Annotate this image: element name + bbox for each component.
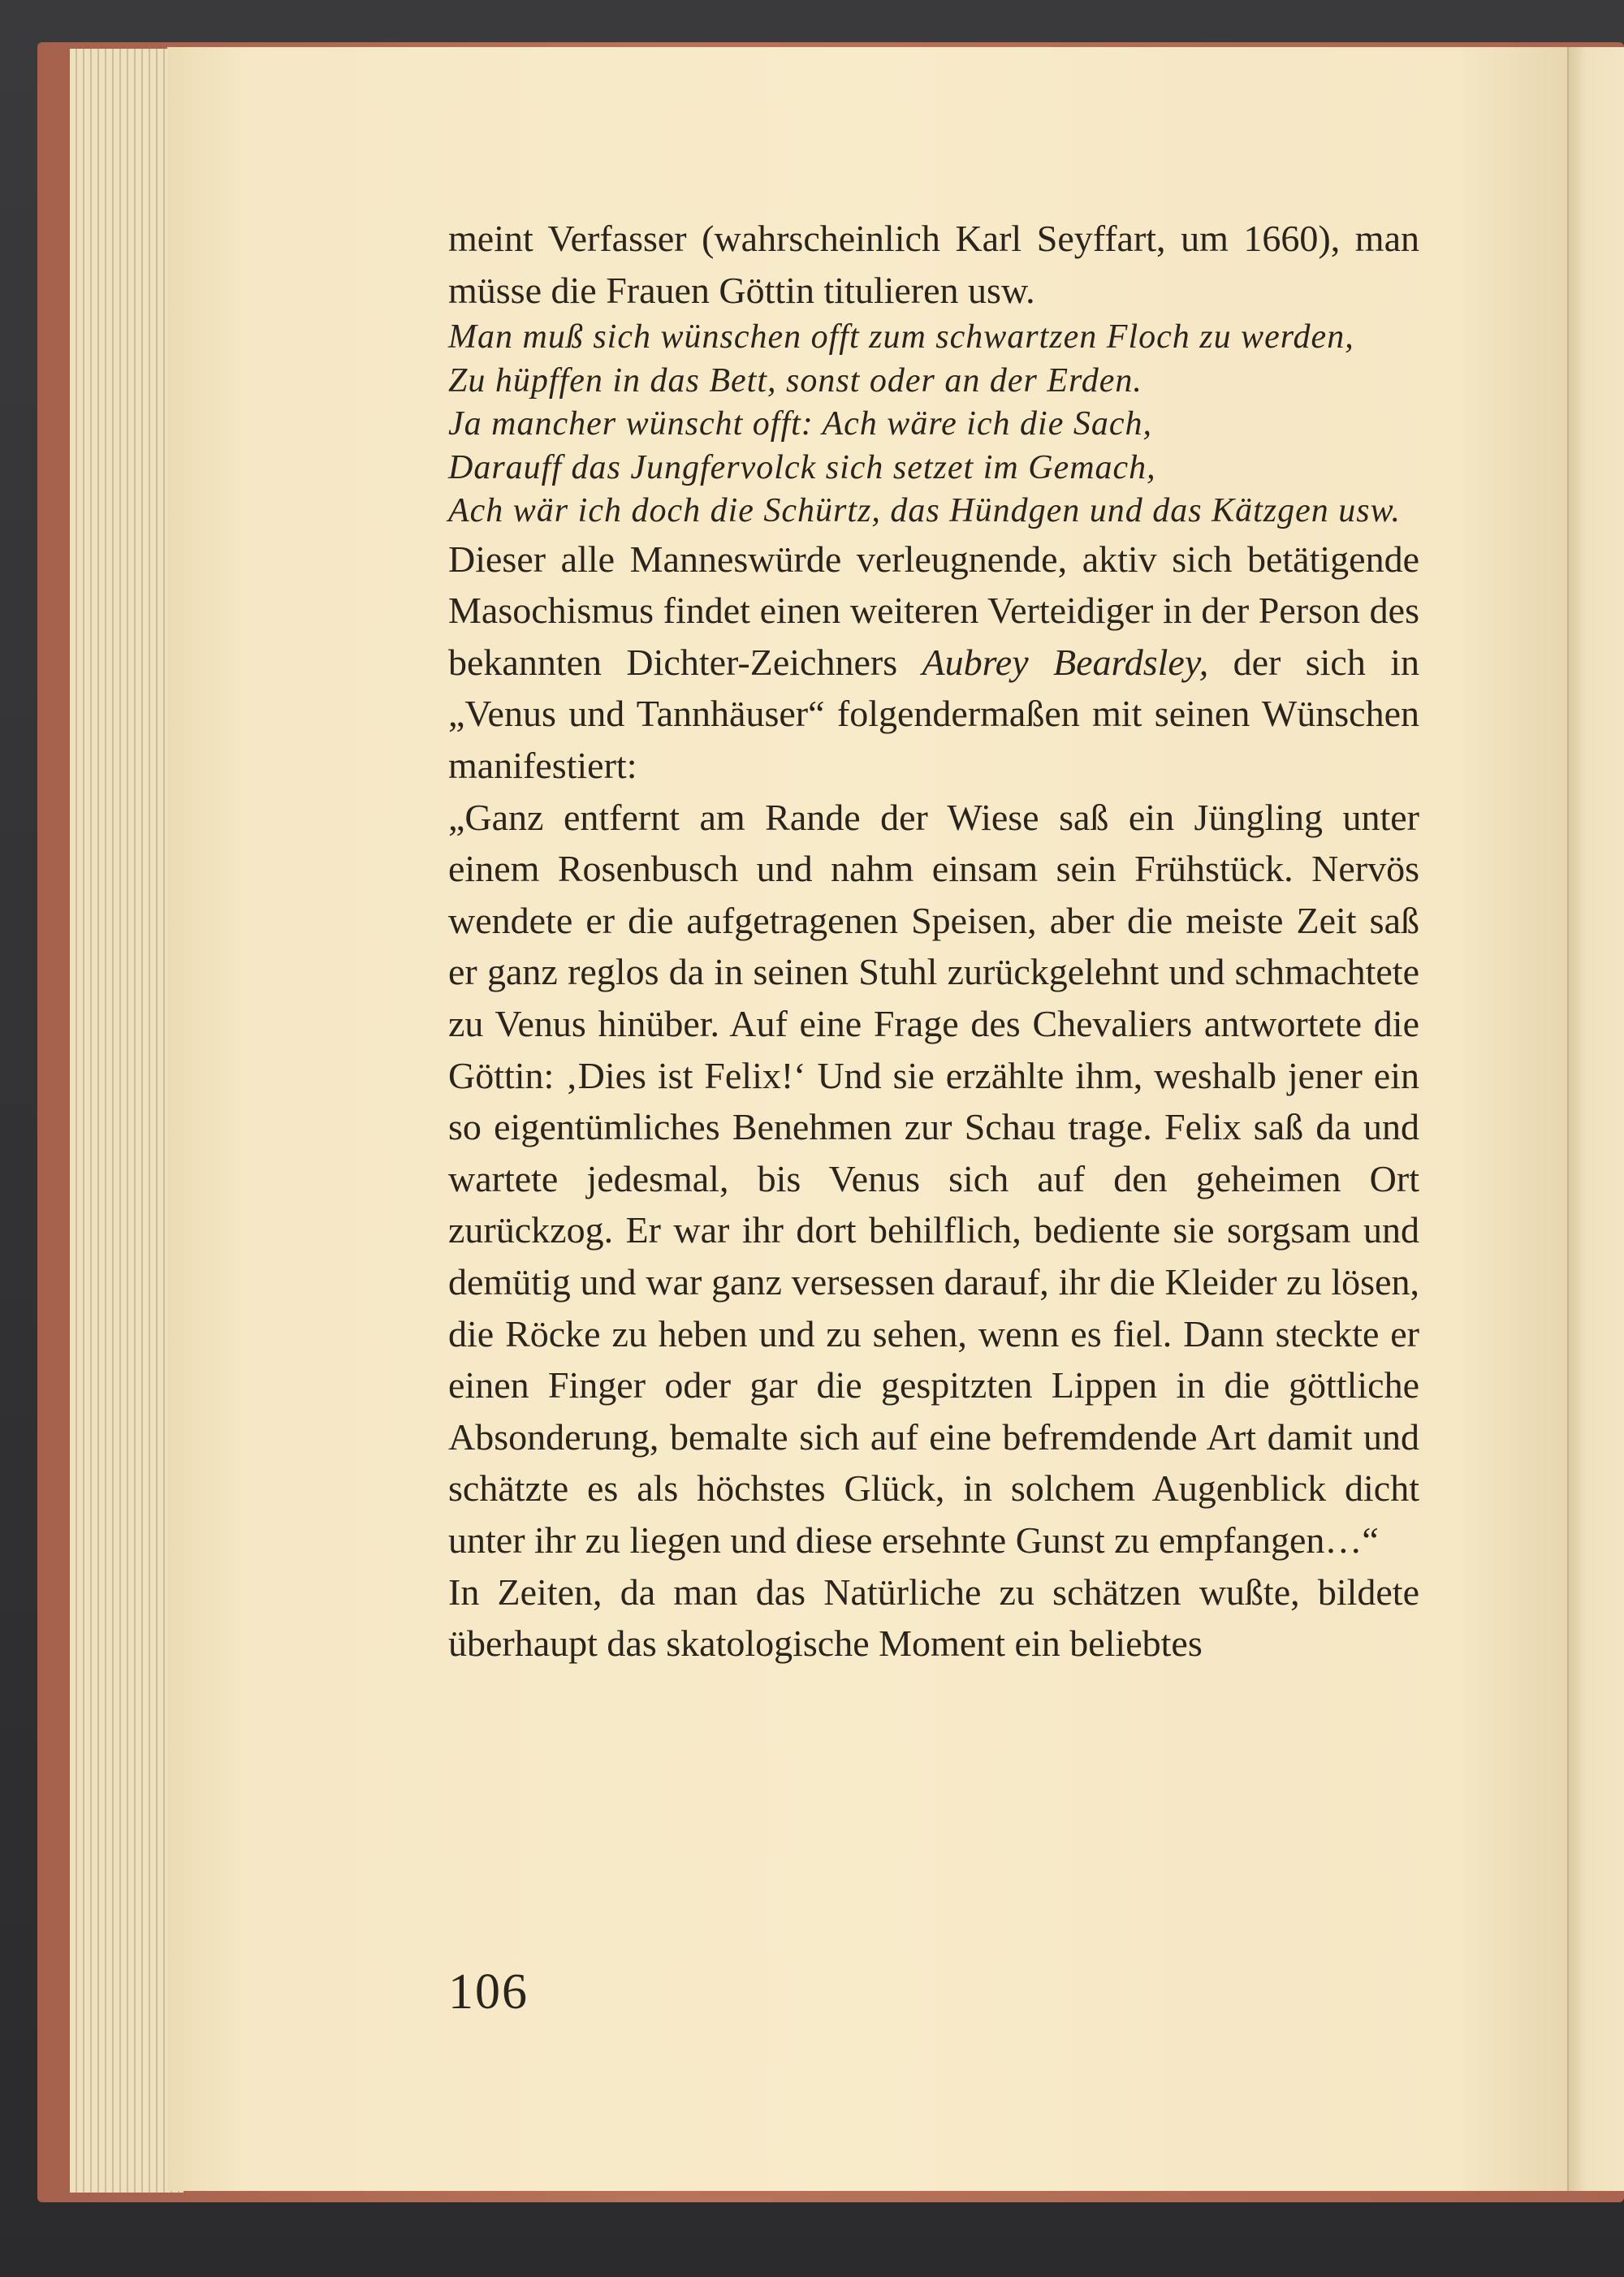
closing-lines: In Zeiten, da man das Natürliche zu schätzen wußte, bildete überhaupt das skatologische Moment ein beliebtes <box>448 1571 1419 1665</box>
verse-block <box>448 316 1419 534</box>
verse-line: Man muß sich wünschen offt zum schwartzen Floch zu werden, <box>448 318 1354 356</box>
book-gutter <box>1567 47 1624 2191</box>
verse-line: Darauff das Jungfervolck sich setzet im Gemach, <box>448 448 1156 486</box>
paragraph-beardsley-start: Dieser alle Manneswürde verleugnende, aktiv sich betätigende Masochismus findet einen weiteren Verteidiger in der Person des bekannten Dichter-Zeichners <box>448 538 1419 683</box>
page-number: 106 <box>448 1964 529 2020</box>
page-edges <box>70 49 184 2193</box>
paragraph-beardsley-end: der sich in „Venus und Tannhäuser“ folgendermaßen mit seinen Wünschen manifestiert: <box>448 641 1419 787</box>
verse-line: Zu hüpffen in das Bett, sonst oder an der Erden. <box>448 361 1142 400</box>
paragraph-beardsley <box>448 534 1419 792</box>
verse-line: Ach wär ich doch die Schürtz, das Hündgen und das Kätzgen usw. <box>448 492 1401 530</box>
page-text <box>448 213 1419 1670</box>
beardsley-name: Aubrey Beardsley, <box>922 641 1209 683</box>
opening-lines: meint Verfasser (wahrscheinlich Karl Seyffart, um 1660), man müsse die Frauen Göttin titulieren usw. <box>448 218 1419 311</box>
verse-line: Ja mancher wünscht offt: Ach wäre ich die Sach, <box>448 405 1153 443</box>
quotation-paragraph: „Ganz entfernt am Rande der Wiese saß ein Jüngling unter einem Rosenbusch und nahm einsam sein Frühstück. Nervös wendete er die aufgetragenen Speisen, aber die meiste Zeit saß er ganz reglos da in seinen Stuhl zurückgelehnt und schmachtete zu Venus hinüber. Auf eine Frage des Chevaliers antwortete die Göttin: ‚Dies ist Felix!‘ Und sie erzählte ihm, weshalb jener ein so eigentümliches Benehmen zur Schau trage. Felix saß da und wartete jedesmal, bis Venus sich auf den geheimen Ort zurückzog. Er war ihr dort behilflich, bediente sie sorgsam und demütig und war ganz versessen darauf, ihr die Kleider zu lösen, die Röcke zu heben und zu sehen, wenn es fiel. Dann steckte er einen Finger oder gar die gespitzten Lippen in die göttliche Absonderung, bemalte sich auf eine befremdende Art damit und schätzte es als höchstes Glück, in solchem Augenblick dicht unter ihr zu liegen und diese ersehnte Gunst zu empfangen…“ <box>448 796 1419 1561</box>
